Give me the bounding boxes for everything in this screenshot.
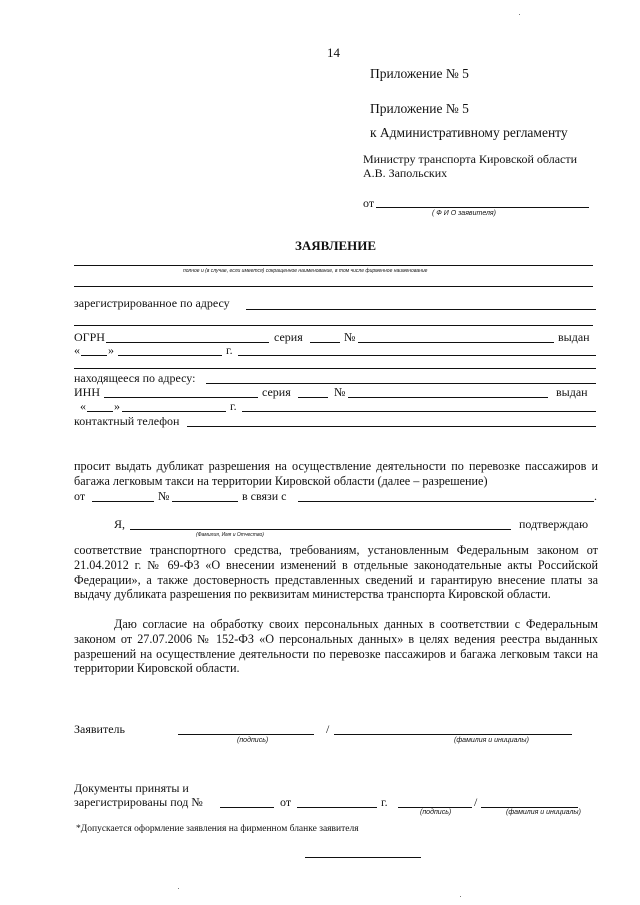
location-field[interactable] xyxy=(206,383,596,384)
ogrn-number-field[interactable] xyxy=(358,342,554,343)
appendix-heading: Приложение № 5 xyxy=(370,66,469,81)
inn-date-year-abbr: г. xyxy=(230,399,237,413)
ogrn-issuer-field-2[interactable] xyxy=(74,368,596,369)
applicant-signature-caption: (подпись) xyxy=(237,737,269,744)
ogrn-series-field[interactable] xyxy=(310,342,340,343)
officer-surname-field[interactable] xyxy=(481,807,578,808)
applicant-surname-caption: (фамилия и инициалы) xyxy=(454,737,529,744)
inn-issued-label: выдан xyxy=(556,385,588,399)
registered-address-field-2[interactable] xyxy=(74,325,593,326)
ogrn-label: ОГРН xyxy=(74,330,105,344)
request-from-label: от xyxy=(74,489,86,503)
addressee-name: А.В. Запольских xyxy=(363,166,448,180)
inn-series-label: серия xyxy=(262,385,291,399)
ogrn-date-quote-close: » xyxy=(108,343,114,357)
inn-field[interactable] xyxy=(104,397,258,398)
reason-period: . xyxy=(594,489,597,503)
request-paragraph: просит выдать дубликат разрешения на осуществление деятельности по перевозке пассажиров и багажа легковым такси на территории Кировской области (далее – разрешение) xyxy=(74,459,598,488)
bottom-separator xyxy=(305,857,421,858)
document-title: ЗАЯВЛЕНИЕ xyxy=(295,238,377,253)
ogrn-date-month-field[interactable] xyxy=(118,355,222,356)
inn-date-quote-close: » xyxy=(114,399,120,413)
phone-label: контактный телефон xyxy=(74,414,180,428)
ogrn-field[interactable] xyxy=(106,342,269,343)
registration-date-field[interactable] xyxy=(297,807,377,808)
permit-number-sign: № xyxy=(158,489,170,503)
officer-signature-caption: (подпись) xyxy=(420,809,452,816)
ogrn-date-quote-open: « xyxy=(74,343,80,357)
inn-date-day-field[interactable] xyxy=(87,411,113,412)
footnote: *Допускается оформление заявления на фирменном бланке заявителя xyxy=(76,824,359,834)
location-label: находящееся по адресу: xyxy=(74,371,196,385)
ogrn-series-label: серия xyxy=(274,330,303,344)
registered-address-field[interactable] xyxy=(246,309,596,310)
ogrn-number-sign: № xyxy=(344,330,356,344)
inn-number-sign: № xyxy=(334,385,346,399)
organization-name-field[interactable] xyxy=(74,265,593,266)
applicant-signature-field[interactable] xyxy=(178,734,314,735)
organization-name-caption: полное и (в случае, если имеется) сокращенное наименование, в том числе фирменное наименование xyxy=(183,268,428,274)
ogrn-date-year-abbr: г. xyxy=(226,343,233,357)
registered-address-label: зарегистрированное по адресу xyxy=(74,296,230,310)
consent-paragraph: Даю согласие на обработку своих персональных данных в соответствии с Федеральным законом от 27.07.2006 № 152-ФЗ «О персональных данных» в целях ведения реестра выданных разрешений на осуществление деятельности по перевозке пассажиров и багажа легковым такси на территории Кировской области. xyxy=(74,617,598,676)
ogrn-issuer-field[interactable] xyxy=(238,355,596,356)
regulation-reference: к Административному регламенту xyxy=(370,125,568,140)
ogrn-date-day-field[interactable] xyxy=(81,355,107,356)
fio-caption: ( Ф И О заявителя) xyxy=(432,210,496,217)
permit-number-field[interactable] xyxy=(172,501,238,502)
reason-label: в связи с xyxy=(242,489,287,503)
officer-surname-caption: (фамилия и инициалы) xyxy=(506,809,581,816)
officer-signature-field[interactable] xyxy=(398,807,472,808)
confirmation-paragraph: соответствие транспортного средства, требованиям, установленным Федеральным законом от 21.04.2012 г. № 69-ФЗ «О внесении изменений в отдельные законодательные акты Российской Федерации», а также достоверность представленных сведений и гарантирую внесение платы за выдачу дубликата разрешения по реквизитам министерства транспорта Кировской области. xyxy=(74,543,598,602)
inn-date-quote-open: « xyxy=(80,399,86,413)
inn-issuer-field[interactable] xyxy=(242,411,596,412)
permit-date-field[interactable] xyxy=(92,501,154,502)
acceptance-line-1: Документы приняты и xyxy=(74,781,189,795)
reason-field[interactable] xyxy=(298,501,594,502)
confirm-label: подтверждаю xyxy=(519,517,589,531)
addressee-title: Министру транспорта Кировской области xyxy=(363,152,578,166)
scan-speck xyxy=(460,896,461,897)
from-label: от xyxy=(363,196,375,210)
organization-name-field-2[interactable] xyxy=(74,286,593,287)
inn-label: ИНН xyxy=(74,385,100,399)
appendix-heading-repeat: Приложение № 5 xyxy=(370,101,469,116)
registration-year-abbr: г. xyxy=(381,795,388,809)
person-name-field[interactable] xyxy=(130,529,511,530)
scan-speck xyxy=(519,14,520,15)
applicant-label: Заявитель xyxy=(74,722,125,736)
registration-number-field[interactable] xyxy=(220,807,274,808)
officer-slash: / xyxy=(474,795,478,809)
acceptance-line-2: зарегистрированы под № xyxy=(74,795,203,809)
inn-series-field[interactable] xyxy=(298,397,328,398)
inn-number-field[interactable] xyxy=(348,397,548,398)
phone-field[interactable] xyxy=(187,426,596,427)
applicant-fio-field[interactable] xyxy=(376,207,589,208)
page-number: 14 xyxy=(327,45,340,60)
i-label: Я, xyxy=(114,517,126,531)
inn-date-month-field[interactable] xyxy=(122,411,226,412)
ogrn-issued-label: выдан xyxy=(558,330,590,344)
person-name-caption: (Фамилия, Имя и Отчество) xyxy=(196,532,264,538)
registration-from-label: от xyxy=(280,795,292,809)
applicant-surname-field[interactable] xyxy=(334,734,572,735)
scan-speck xyxy=(178,888,179,889)
applicant-slash: / xyxy=(326,722,330,736)
